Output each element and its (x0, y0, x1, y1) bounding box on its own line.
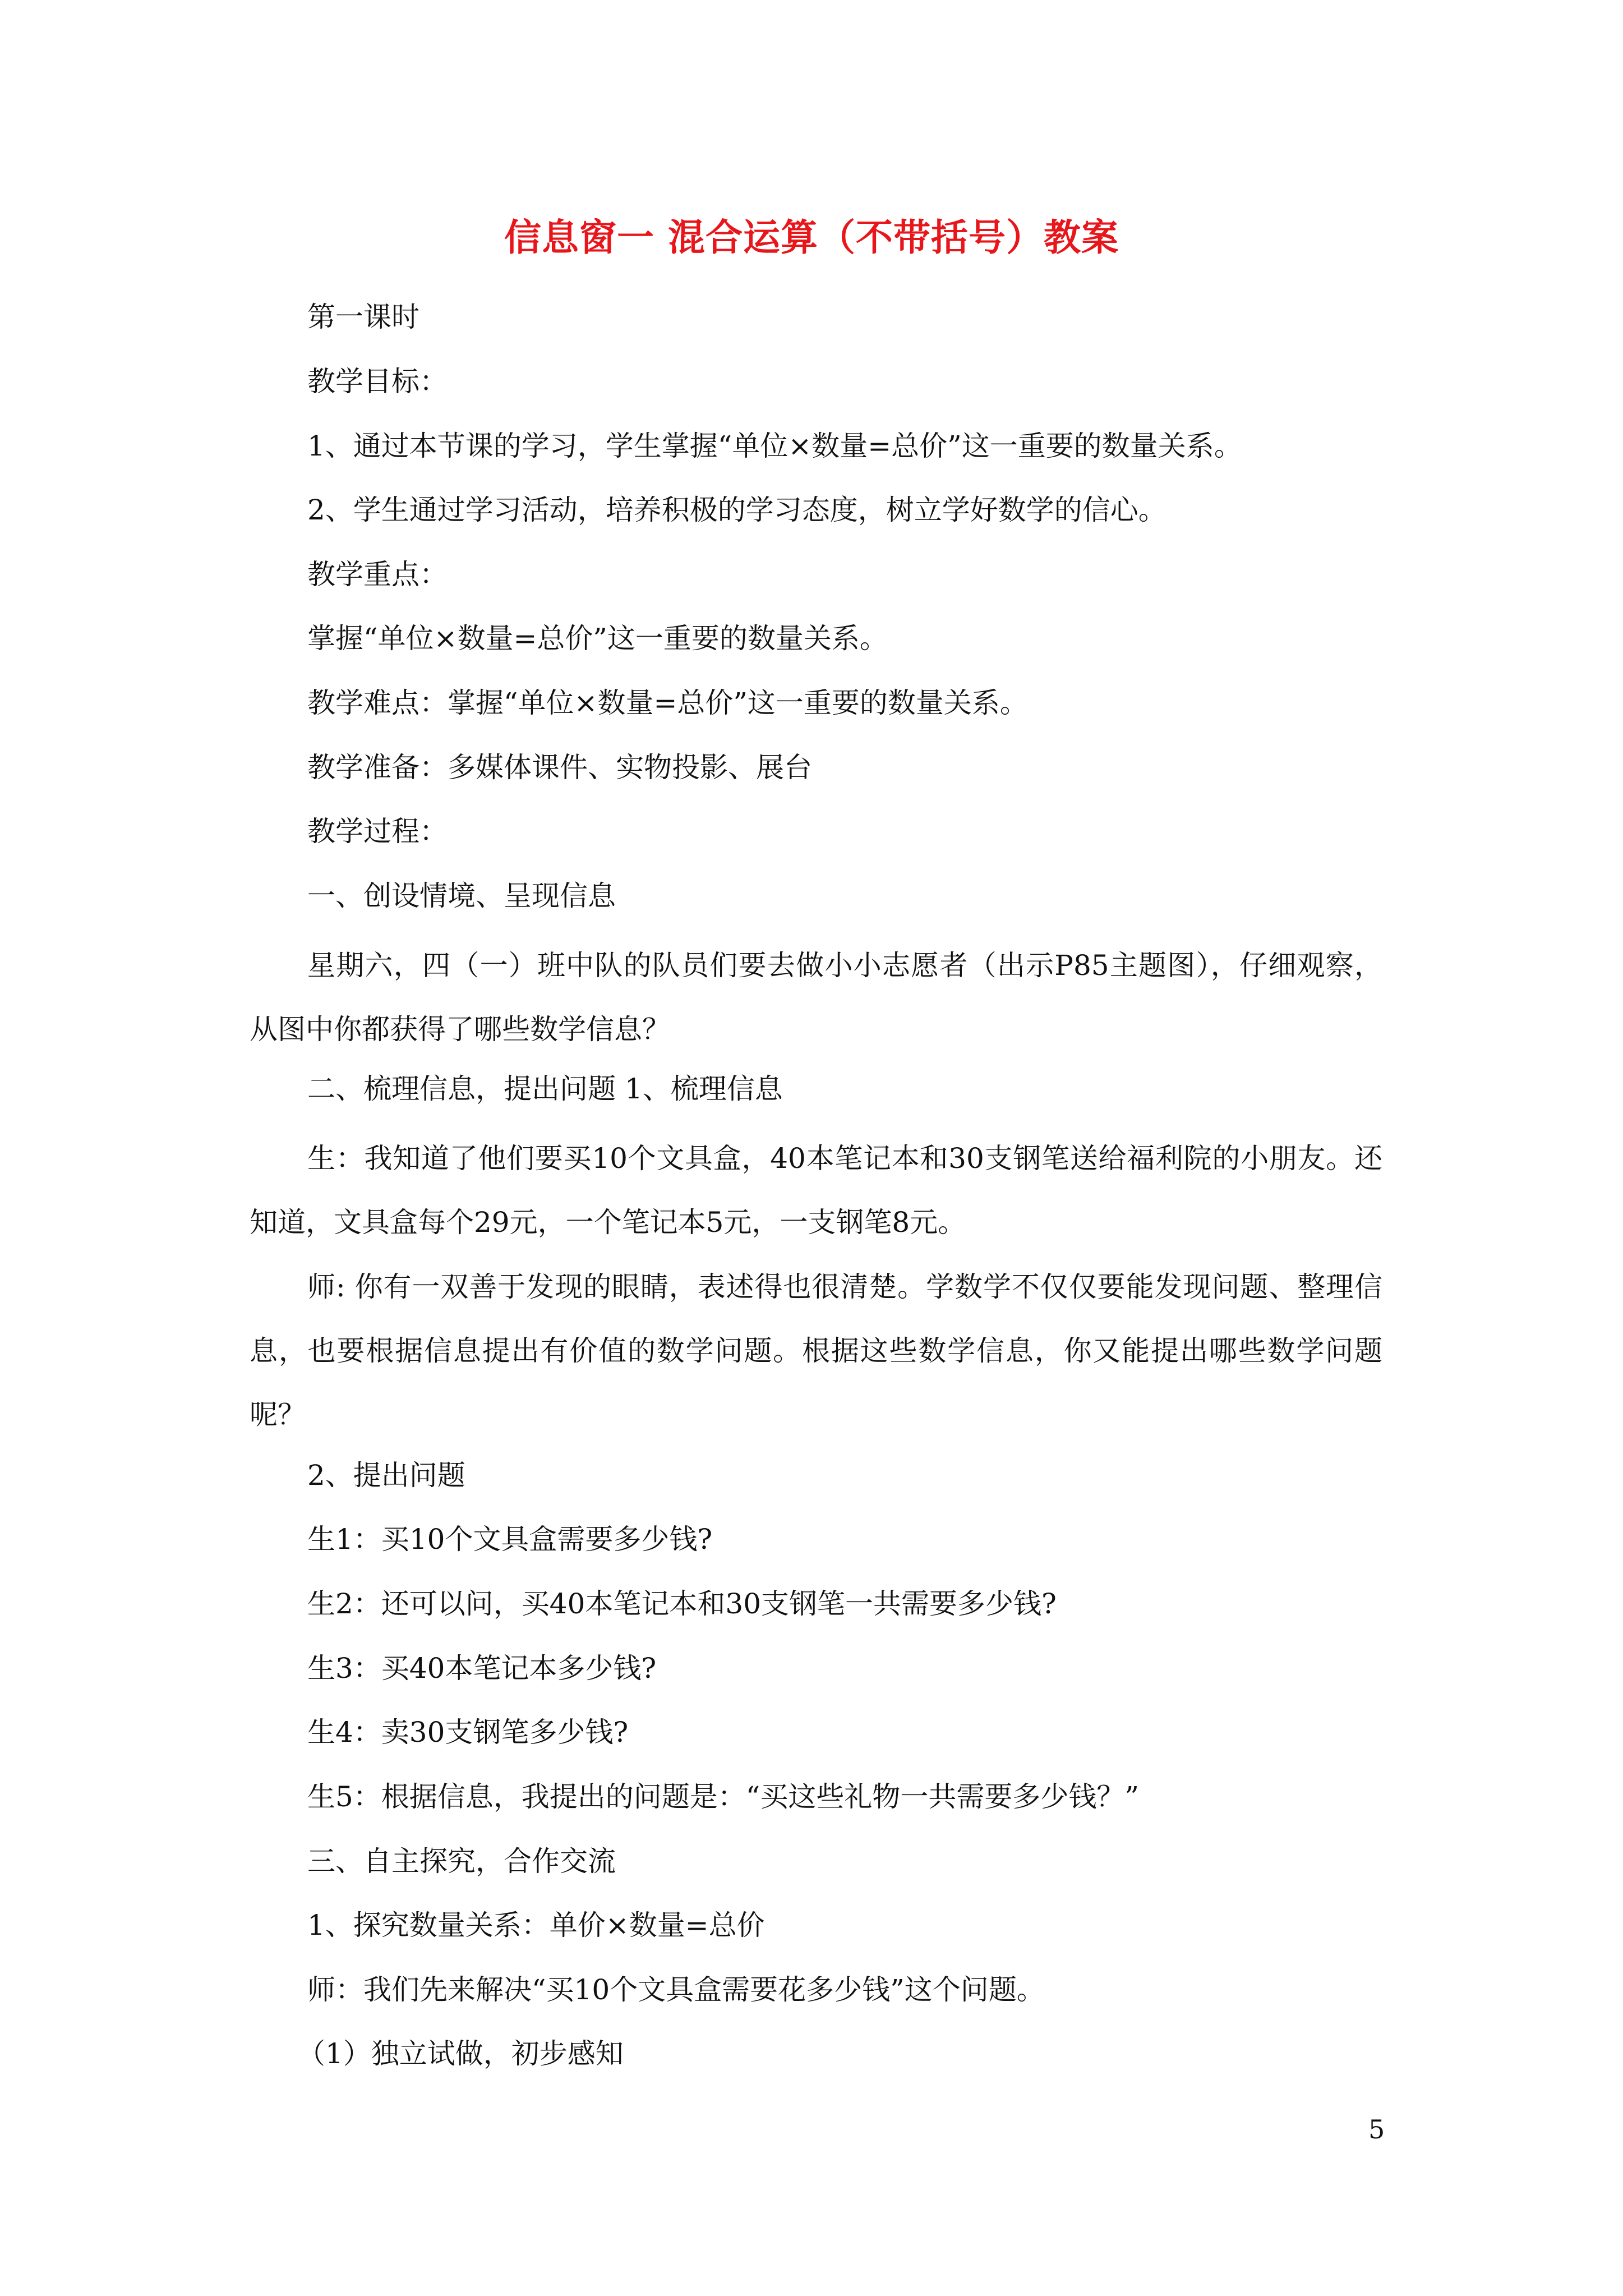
document-title: 信息窗一 混合运算（不带括号）教案 (504, 215, 1119, 259)
text-line: 教学过程： (307, 815, 448, 848)
text-line: 2、提出问题 (307, 1459, 465, 1492)
text-line: 1、探究数量关系：单价×数量=总价 (307, 1909, 765, 1941)
text-line: 第一课时 (307, 301, 419, 333)
page-number: 5 (1368, 2114, 1385, 2145)
text-line: 教学重点： (307, 558, 448, 591)
text-line: 二、梳理信息，提出问题 1、梳理信息 (307, 1073, 783, 1105)
text-line: 2、学生通过学习活动，培养积极的学习态度，树立学好数学的信心。 (307, 494, 1166, 526)
text-line: 教学难点：掌握“单位×数量=总价”这一重要的数量关系。 (307, 687, 1028, 719)
text-line: 教学准备：多媒体课件、实物投影、展台 (307, 751, 812, 784)
text-line: 师：我们先来解决“买10个文具盒需要花多少钱”这个问题。 (307, 1973, 1045, 2006)
text-line: 一、创设情境、呈现信息 (307, 880, 616, 912)
text-line: 生2：还可以问，买40本笔记本和30支钢笔一共需要多少钱? (307, 1588, 1057, 1620)
text-line: （1）独立试做，初步感知 (297, 2037, 624, 2070)
text-line: 生1：买10个文具盒需要多少钱? (307, 1523, 713, 1556)
text-line: 三、自主探究，合作交流 (307, 1845, 616, 1878)
paragraph: 师: 你有一双善于发现的眼睛，表述得也很清楚。学数学不仅仅要能发现问题、整理信息，也要根据信息提出有价值的数学问题。根据这些数学信息，你又能提出哪些数学问题呢？ (250, 1271, 1382, 1431)
text-line: 生3：买40本笔记本多少钱? (307, 1652, 657, 1685)
text-line: 1、通过本节课的学习，学生掌握“单位×数量=总价”这一重要的数量关系。 (307, 430, 1242, 462)
text-line: 生5：根据信息，我提出的问题是：“买这些礼物一共需要多少钱？” (307, 1780, 1139, 1813)
paragraph: 生：我知道了他们要买10个文具盒，40本笔记本和30支钢笔送给福利院的小朋友。还知道，文具盒每个29元，一个笔记本5元，一支钢笔8元。 (250, 1142, 1382, 1239)
text-line: 教学目标： (307, 365, 448, 398)
text-line: 掌握“单位×数量=总价”这一重要的数量关系。 (307, 622, 888, 655)
paragraph: 星期六，四（一）班中队的队员们要去做小小志愿者（出示P85主题图），仔细观察，从图中你都获得了哪些数学信息？ (250, 949, 1382, 1046)
text-line: 生4：卖30支钢笔多少钱? (307, 1716, 629, 1749)
